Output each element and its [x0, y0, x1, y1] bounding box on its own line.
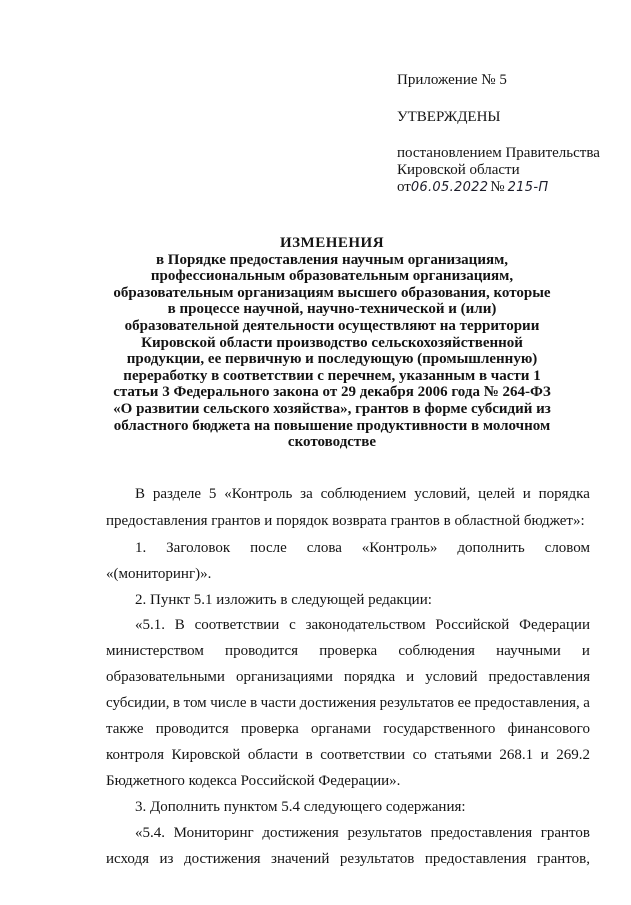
paragraph-line: «5.1. В соответствии с законодательством Российской Федерации	[135, 617, 590, 633]
number-prefix: №	[490, 179, 505, 195]
paragraph-line: исходя из достижения значений результатов предоставления грантов,	[106, 851, 590, 867]
handwritten-date: 06.05.2022	[410, 180, 489, 195]
paragraph-line: субсидии, в том числе в части достижения результатов ее предоставления, а	[106, 695, 590, 711]
title-line: в процессе научной, научно-технической и (или)	[167, 301, 497, 318]
decree-line-2: Кировской области	[397, 162, 520, 178]
paragraph-line: 3. Дополнить пунктом 5.4 следующего содержания:	[135, 799, 466, 815]
paragraph-line: предоставления грантов и порядок возврата грантов в областной бюджет»:	[106, 513, 585, 529]
paragraph-line: Бюджетного кодекса Российской Федерации».	[106, 773, 401, 789]
title-line: «О развитии сельского хозяйства», грантов в форме субсидий из	[113, 400, 551, 417]
decree-line-1: постановлением Правительства	[397, 145, 600, 161]
appendix-label: Приложение № 5	[397, 72, 507, 88]
paragraph-line: министерством проводится проверка соблюдения научными и	[106, 643, 590, 659]
handwritten-number: 215-П	[507, 180, 549, 195]
paragraph-line: образовательными организациями порядка и условий предоставления	[106, 669, 590, 685]
title-line: областного бюджета на повышение продуктивности в молочном	[113, 417, 551, 434]
title-line: в Порядке предоставления научным организациям,	[155, 251, 509, 268]
title-line: Кировской области производство сельскохозяйственной	[141, 334, 523, 351]
paragraph-line: также проводится проверка органами государственного финансового	[106, 721, 590, 737]
title-heading: ИЗМЕНЕНИЯ	[279, 235, 385, 251]
paragraph-line: контроля Кировской области в соответствии со статьями 268.1 и 269.2	[106, 747, 590, 763]
date-prefix: от	[397, 179, 411, 195]
paragraph-line: «5.4. Мониторинг достижения результатов предоставления грантов	[135, 825, 590, 841]
title-line: образовательной деятельности осуществляют на территории	[124, 317, 540, 334]
paragraph-line: 2. Пункт 5.1 изложить в следующей редакции:	[135, 592, 432, 608]
approved-label: УТВЕРЖДЕНЫ	[397, 109, 501, 125]
title-line: продукции, ее первичную и последующую (промышленную)	[126, 351, 538, 368]
title-line: переработку в соответствии с перечнем, указанным в части 1	[123, 367, 541, 384]
title-line: профессиональным образовательным организациям,	[150, 268, 514, 285]
paragraph-line: «(мониторинг)».	[106, 566, 212, 582]
title-line: статьи 3 Федерального закона от 29 декабря 2006 года № 264-ФЗ	[113, 384, 551, 401]
paragraph-line: В разделе 5 «Контроль за соблюдением условий, целей и порядка	[135, 486, 590, 502]
paragraph-line: 1. Заголовок после слова «Контроль» дополнить словом	[135, 540, 590, 556]
title-line: скотоводстве	[287, 434, 377, 451]
title-line: образовательным организациям высшего образования, которые	[113, 284, 551, 301]
